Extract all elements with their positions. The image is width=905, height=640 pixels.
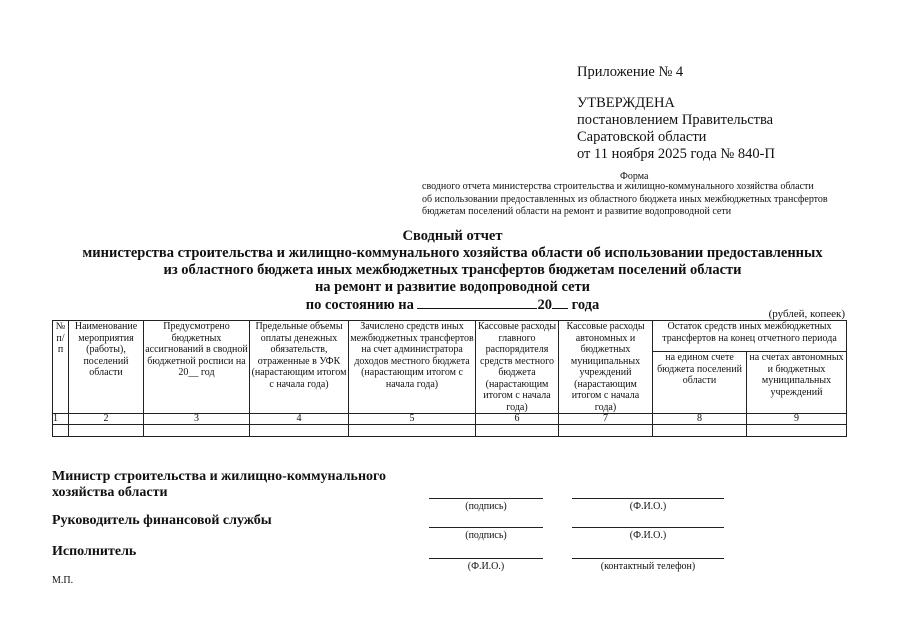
units-note: (рублей, копеек): [768, 308, 845, 320]
header-cell-number: № п/п: [53, 321, 69, 414]
executor-title: Исполнитель: [52, 544, 137, 559]
form-desc-line: бюджетам поселений области на ремонт и развитие водопроводной сети: [422, 206, 732, 217]
executor-fio-line[interactable]: [429, 558, 543, 559]
appendix-number: Приложение № 4: [577, 64, 684, 80]
finance-head-title: Руководитель финансовой службы: [52, 513, 272, 528]
approved-line: Саратовской области: [577, 129, 707, 145]
finance-fio-caption: (Ф.И.О.): [629, 530, 667, 541]
form-desc-line: сводного отчета министерства строительства и жилищно-коммунального хозяйства области: [422, 181, 814, 192]
table-cell[interactable]: [653, 425, 747, 437]
column-number: 2: [69, 414, 144, 425]
header-cell-credited: Зачислено средств иных межбюджетных трансфертов на счет администратора доходов местного бюджета (нарастающим итогом с начала года): [349, 321, 476, 414]
minister-fio-line[interactable]: [572, 498, 724, 499]
table-row: [53, 425, 847, 437]
executor-phone-caption: (контактный телефон): [600, 561, 696, 572]
table-cell[interactable]: [349, 425, 476, 437]
column-number: 1: [53, 414, 69, 425]
minister-title: [52, 469, 386, 501]
header-cell-balance-single-account: на едином счете бюджета поселений области: [653, 352, 747, 414]
year-blank-field[interactable]: [552, 296, 568, 309]
finance-signature-caption: (подпись): [465, 530, 507, 541]
minister-fio-caption: (Ф.И.О.): [629, 501, 667, 512]
minister-signature-caption: (подпись): [465, 501, 507, 512]
column-number: 7: [559, 414, 653, 425]
minister-signature-line[interactable]: [429, 498, 543, 499]
table-cell[interactable]: [53, 425, 69, 437]
column-number: 4: [250, 414, 349, 425]
approved-line: постановлением Правительства: [577, 112, 774, 128]
header-cell-cash-main: Кассовые расходы главного распорядителя средств местного бюджета (нарастающим итогом с начала года): [476, 321, 559, 414]
table-cell[interactable]: [747, 425, 847, 437]
title-line: министерства строительства и жилищно-коммунального хозяйства области об использовании предоставленных: [82, 245, 823, 261]
finance-signature-line[interactable]: [429, 527, 543, 528]
header-cell-balance-group: Остаток средств иных межбюджетных трансфертов на конец отчетного периода: [653, 321, 847, 352]
form-label: Форма: [620, 171, 649, 182]
year-prefix: 20: [537, 297, 552, 313]
finance-fio-line[interactable]: [572, 527, 724, 528]
report-table: [52, 320, 847, 437]
header-cell-limits: Предельные объемы оплаты денежных обязательств, отраженные в УФК (нарастающим итогом с начала года): [250, 321, 349, 414]
table-cell[interactable]: [559, 425, 653, 437]
executor-phone-line[interactable]: [572, 558, 724, 559]
header-cell-name: Наименование мероприятия (работы), поселений области: [69, 321, 144, 414]
form-desc-line: об использовании предоставленных из областного бюджета иных межбюджетных трансфертов: [422, 193, 828, 205]
column-number: 5: [349, 414, 476, 425]
approval-block: [577, 95, 775, 163]
report-title: [0, 228, 905, 314]
stamp-place: М.П.: [52, 575, 74, 586]
approved-line: от 11 ноября 2025 года № 840-П: [577, 146, 775, 162]
form-description: [422, 181, 828, 219]
title-line: из областного бюджета иных межбюджетных трансфертов бюджетам поселений области: [163, 262, 742, 278]
title-line: на ремонт и развитие водопроводной сети: [314, 279, 591, 295]
date-suffix: года: [571, 297, 600, 313]
column-number: 6: [476, 414, 559, 425]
column-number: 3: [144, 414, 250, 425]
executor-fio-caption: (Ф.И.О.): [467, 561, 505, 572]
table-cell[interactable]: [144, 425, 250, 437]
date-prefix: по состоянию на: [305, 297, 414, 313]
table-cell[interactable]: [250, 425, 349, 437]
minister-title-line: Министр строительства и жилищно-коммунального: [52, 469, 387, 484]
title-line: Сводный отчет: [402, 228, 503, 244]
minister-title-line: хозяйства области: [52, 485, 168, 500]
table-cell[interactable]: [476, 425, 559, 437]
header-cell-cash-institutions: Кассовые расходы автономных и бюджетных муниципальных учреждений (нарастающим итогом с начала года): [559, 321, 653, 414]
column-number: 9: [747, 414, 847, 425]
header-cell-balance-institutions: на счетах автономных и бюджетных муниципальных учреждений: [747, 352, 847, 414]
table-cell[interactable]: [69, 425, 144, 437]
date-blank-field[interactable]: [417, 296, 537, 309]
header-cell-allocated: Предусмотрено бюджетных ассигнований в сводной бюджетной росписи на 20__ год: [144, 321, 250, 414]
column-number: 8: [653, 414, 747, 425]
approved-title: УТВЕРЖДЕНА: [577, 95, 675, 111]
